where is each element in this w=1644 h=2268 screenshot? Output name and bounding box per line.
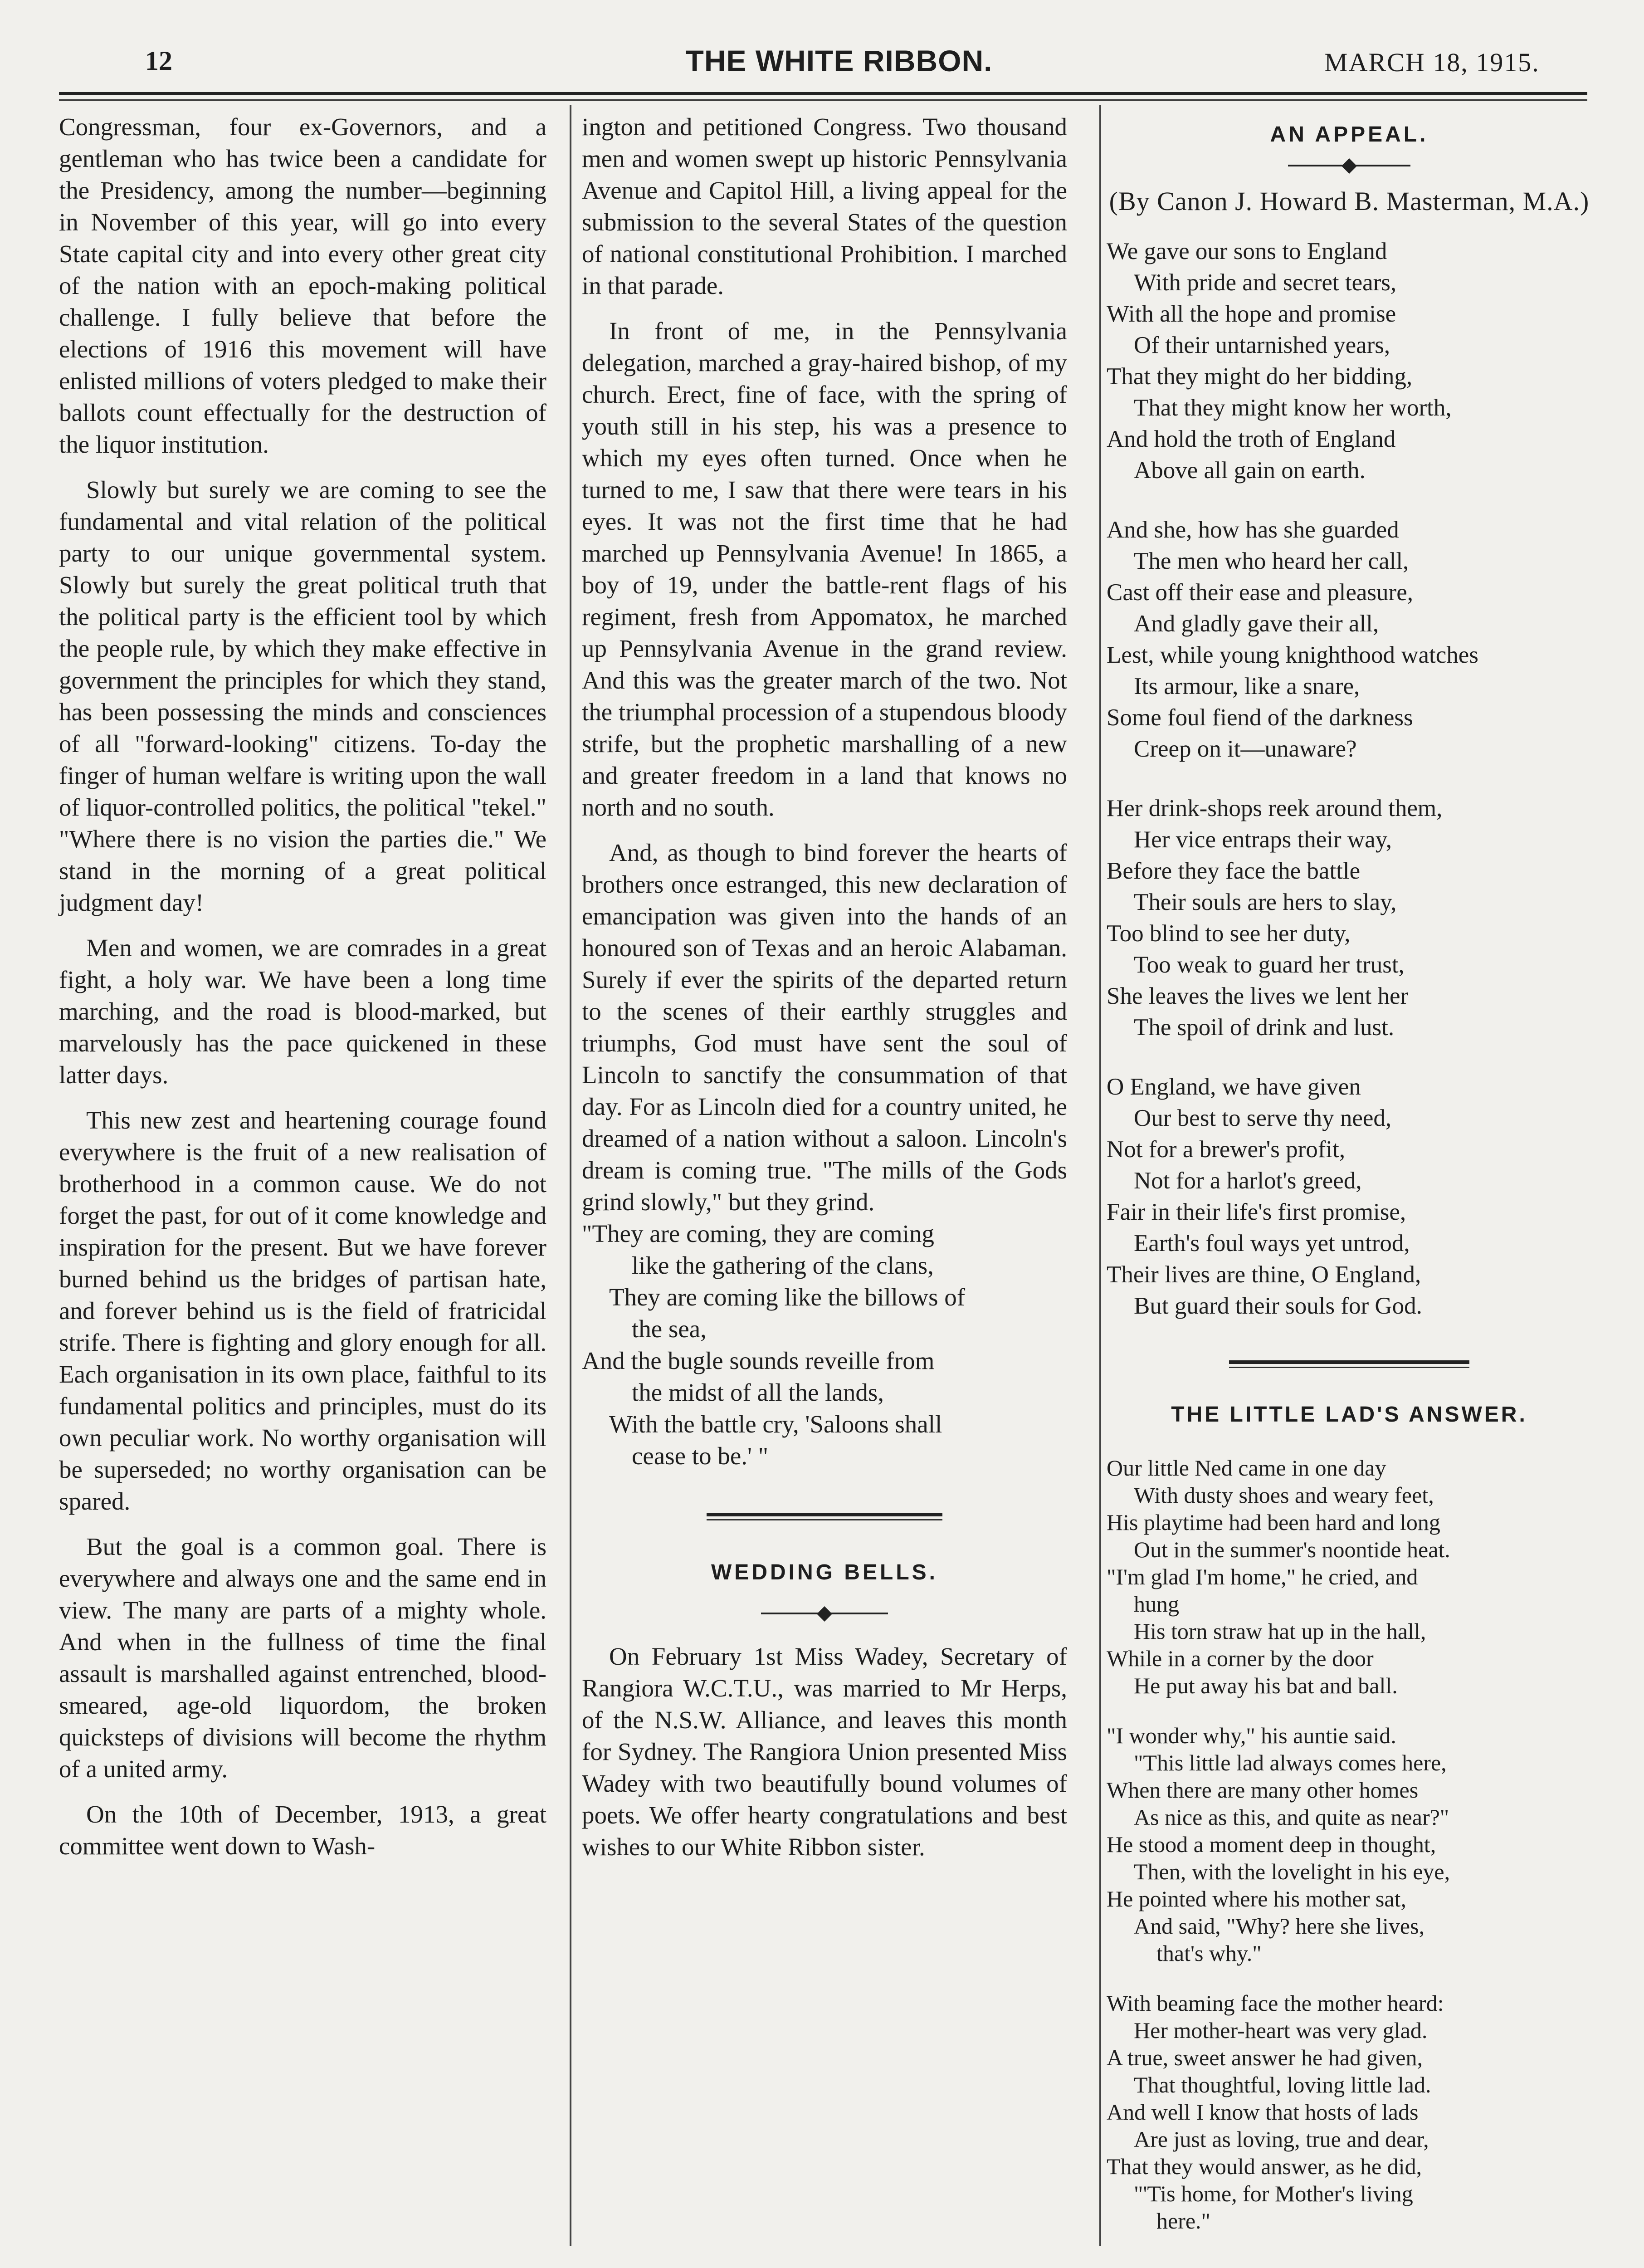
poem-line: But guard their souls for God. [1134,1293,1422,1319]
poem-line: Of their untarnished years, [1134,332,1390,358]
left-column [59,111,546,1876]
poem-line: "I wonder why," his auntie said. [1107,1723,1396,1748]
poem-line: O England, we have given [1107,1074,1361,1100]
page-number: 12 [145,46,172,76]
article-paragraph: On the 10th of December, 1913, a great committee went down to Wash- [59,1800,546,1860]
article-paragraph: ington and petitioned Congress. Two thousand men and women swept up historic Pennsylvania Avenue and Capitol Hill, a living appeal for the submission to the several States of the question of national constitutional Prohibition. I marched in that parade. [582,113,1067,299]
poem-line: Out in the summer's noontide heat. [1134,1537,1450,1562]
poem-line: Our best to serve thy need, [1134,1105,1392,1131]
quote-line: like the gathering of the clans, [632,1251,934,1279]
poem-line: He put away his bat and ball. [1134,1673,1398,1698]
masthead-title: THE WHITE RIBBON. [685,44,993,78]
poem-line: And hold the troth of England [1107,426,1396,452]
article-paragraph: Congressman, four ex-Governors, and a gentleman who has twice been a candidate for the Presidency, among the number—beginning in November of this year, will go into every State capital city and into every other great city of the nation with an epoch-making political challenge. I fully believe that before the elections of 1916 this movement will have enlisted millions of voters pledged to make their ballots count effectually for the destruction of the liquor institution. [59,113,546,458]
poem-line: Lest, while young knighthood watches [1107,642,1478,668]
poem-line: hung [1134,1591,1179,1617]
poem-line: Too blind to see her duty, [1107,920,1351,947]
poem-stanza [1107,514,1592,765]
poem-line: Her vice entraps their way, [1134,826,1392,853]
article-paragraph: Slowly but surely we are coming to see the fundamental and vital relation of the political party to our unique governmental system. Slowly but surely the great political truth that the political party is the efficient tool by which the people rule, by which they make effective in government the principles for which they stand, has been possessing the minds and consciences of all "forward-looking" citizens. To-day the finger of human welfare is writing upon the wall of liquor-controlled politics, the political "tekel." "Where there is no vision the parties die." We stand in the morning of a great political judgment day! [59,476,546,916]
column-divider [570,105,571,2246]
poem-line: Fair in their life's first promise, [1107,1199,1406,1225]
quote-line: With the battle cry, 'Saloons shall [609,1410,942,1438]
poem-line: Cast off their ease and pleasure, [1107,579,1413,606]
poem-line: When there are many other homes [1107,1777,1419,1803]
poem-line: With pride and secret tears, [1134,269,1397,296]
article-paragraph: But the goal is a common goal. There is everywhere and always one and the same end in view. The many are parts of a mighty whole. And when in the fullness of time the final assault is marshalled against entrenched, blood-smeared, age-old liquordom, the broken quicksteps of divisions will become the rhythm of a united army. [59,1533,546,1783]
poem-line: And she, how has she guarded [1107,517,1399,543]
poem-line: The spoil of drink and lust. [1134,1014,1395,1041]
poem-line: "This little lad always comes here, [1134,1750,1447,1775]
wedding-announcement: On February 1st Miss Wadey, Secretary of Rangiora W.C.T.U., was married to Mr Herps, of the N.S.W. Alliance, and leaves this month for Sydney. The Rangiora Union presented Miss Wadey with two beautifully bound volumes of poets. We offer hearty congratulations and best wishes to our White Ribbon sister. [582,1642,1067,1861]
article-paragraph: Men and women, we are comrades in a great fight, a holy war. We have been a long time marching, and the road is blood-marked, but marvelously has the pace quickened in these latter days. [59,934,546,1089]
header-rule [59,92,1587,95]
article-paragraph: And, as though to bind forever the hearts of brothers once estranged, this new declaration of emancipation was given into the hands of an honoured son of Texas and an heroic Alabaman. Surely if ever the spirits of the departed return to the scenes of their earthly struggles and triumphs, God must have sent the soul of Lincoln to sanctify the consummation of that day. For as Lincoln died for a country united, he dreamed of a nation without a saloon. Lincoln's dream is coming true. "The mills of the Gods grind slowly," but they grind. [582,839,1067,1216]
poem-line: Earth's foul ways yet untrod, [1134,1230,1410,1256]
poem-line: A true, sweet answer he had given, [1107,2045,1423,2070]
ornament-rule [1288,159,1410,172]
column-divider [1099,105,1101,2246]
article-paragraph: This new zest and heartening courage found everywhere is the fruit of a new realisation of brotherhood in a common cause. We do not forget the past, for out of it come knowledge and inspiration for the present. But we have forever burned behind us the bridges of partisan hate, and forever behind us is the field of fratricidal strife. There is fighting and glory enough for all. Each organisation in its own place, faithful to its fundamental politics and principles, must do its own peculiar work. No worthy organisation will be superseded; no worthy organisation can be spared. [59,1106,546,1515]
poem-line: Then, with the lovelight in his eye, [1134,1859,1450,1884]
appeal-poem [1107,236,1592,1322]
poem-line: That they might do her bidding, [1107,363,1413,390]
middle-column [582,111,1067,1877]
right-column [1107,119,1592,2234]
poem-line: His playtime had been hard and long [1107,1510,1440,1535]
quote-line: And the bugle sounds reveille from [582,1347,935,1374]
poem-line: That thoughtful, loving little lad. [1134,2072,1431,2097]
poem-line: Some foul fiend of the darkness [1107,704,1413,731]
poem-stanza [1107,1989,1592,2234]
poem-line: She leaves the lives we lent her [1107,983,1409,1009]
appeal-heading: AN APPEAL. [1270,122,1429,147]
poem-line: And said, "Why? here she lives, [1134,1913,1425,1939]
poem-line: His torn straw hat up in the hall, [1134,1618,1426,1644]
quoted-verse [582,1218,1067,1472]
poem-stanza [1107,1722,1592,1967]
poem-line: With beaming face the mother heard: [1107,1990,1444,2016]
poem-stanza [1107,1071,1592,1322]
poem-line: Before they face the battle [1107,858,1361,884]
quote-line: They are coming like the billows of [609,1283,966,1311]
lad-heading: THE LITTLE LAD'S ANSWER. [1171,1403,1527,1427]
poem-stanza [1107,1454,1592,1699]
poem-line: The men who heard her call, [1134,548,1409,574]
issue-date: MARCH 18, 1915. [1324,48,1540,77]
appeal-byline: (By Canon J. Howard B. Masterman, M.A.) [1109,186,1590,216]
poem-line: He pointed where his mother sat, [1107,1886,1406,1911]
ornament-rule [761,1607,888,1620]
poem-line: Not for a harlot's greed, [1134,1168,1362,1194]
poem-line: "I'm glad I'm home," he cried, and [1107,1564,1418,1589]
article-paragraph: In front of me, in the Pennsylvania delegation, marched a gray-haired bishop, of my church. Erect, fine of face, with the spring of youth still in his step, his was a presence to which my eyes often turned. Once when he turned to me, I saw that there were tears in his eyes. It was not the first time that he had marched up Pennsylvania Avenue! In 1865, a boy of 19, under the battle-rent flags of his regiment, fresh from Appomatox, he marched up Pennsylvania Avenue in the grand review. And this was the greater march of the two. Not the triumphal procession of a stupendous bloody strife, but the prophetic marshalling of a new and greater freedom in a land that knows no north and no south. [582,317,1067,821]
poem-line: Creep on it—unaware? [1134,736,1357,762]
poem-stanza [1107,793,1592,1043]
poem-line: He stood a moment deep in thought, [1107,1832,1436,1857]
quote-line: cease to be.' " [632,1442,769,1470]
poem-line: With all the hope and promise [1107,301,1396,327]
poem-line: Are just as loving, true and dear, [1134,2126,1429,2152]
poem-line: "'Tis home, for Mother's living [1134,2181,1413,2206]
poem-line: That they would answer, as he did, [1107,2154,1422,2179]
poem-line: Too weak to guard her trust, [1134,952,1405,978]
poem-line: Her drink-shops reek around them, [1107,795,1443,821]
poem-line: Our little Ned came in one day [1107,1455,1386,1481]
quote-line: the sea, [632,1315,707,1343]
header-rule-thin [59,99,1587,101]
poem-line: While in a corner by the door [1107,1646,1374,1671]
quote-line: the midst of all the lands, [632,1378,884,1406]
poem-line: Their souls are hers to slay, [1134,889,1397,915]
poem-line: here." [1156,2208,1210,2234]
lad-poem [1107,1454,1592,2234]
poem-stanza [1107,236,1592,486]
poem-line: Her mother-heart was very glad. [1134,2018,1428,2043]
poem-line: We gave our sons to England [1107,238,1387,264]
section-divider [707,1513,942,1520]
poem-line: Above all gain on earth. [1134,457,1366,484]
poem-line: As nice as this, and quite as near?" [1134,1804,1449,1830]
poem-line: And gladly gave their all, [1134,611,1379,637]
poem-line: Not for a brewer's profit, [1107,1136,1346,1163]
poem-line: that's why." [1156,1941,1262,1966]
wedding-heading: WEDDING BELLS. [711,1560,938,1584]
section-divider [1229,1360,1469,1368]
poem-line: And well I know that hosts of lads [1107,2099,1419,2125]
poem-line: Their lives are thine, O England, [1107,1261,1421,1288]
poem-line: That they might know her worth, [1134,395,1452,421]
quote-line: "They are coming, they are coming [582,1220,934,1247]
poem-line: Its armour, like a snare, [1134,673,1360,699]
poem-line: With dusty shoes and weary feet, [1134,1482,1434,1508]
